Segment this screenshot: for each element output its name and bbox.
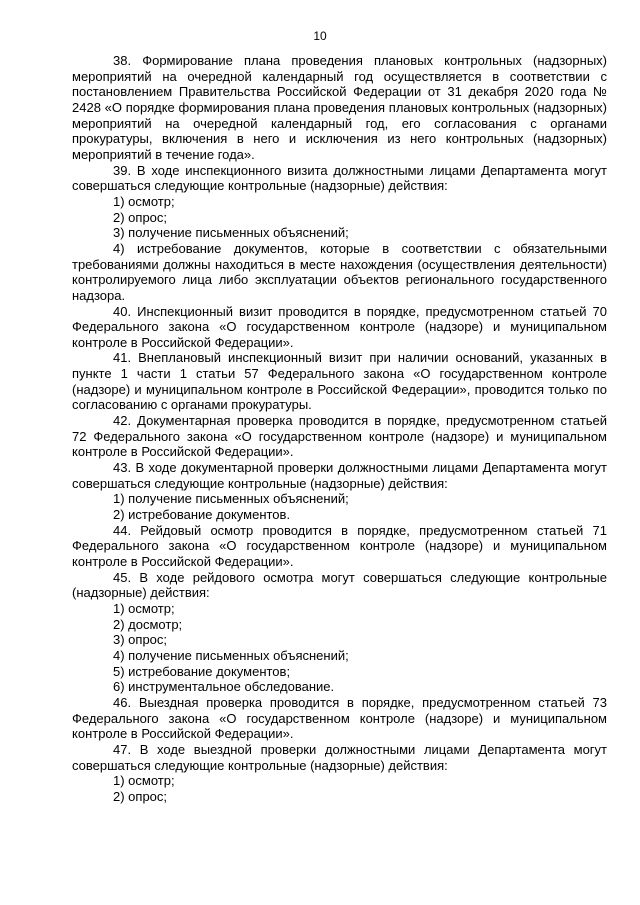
list-item: 2) истребование документов. — [113, 507, 291, 523]
body-text — [72, 53, 607, 805]
paragraph: 47. В ходе выездной проверки должностными лицами Департамента могут совершаться следующие контрольные (надзорные) действия: — [72, 741, 607, 773]
list-item: 2) опрос; — [113, 209, 168, 225]
paragraph: 43. В ходе документарной проверки должностными лицами Департамента могут совершаться следующие контрольные (надзорные) действия: — [72, 460, 607, 491]
list-item: 3) опрос; — [113, 632, 168, 648]
paragraph: 39. В ходе инспекционного визита должностными лицами Департамента могут совершаться следующие контрольные (надзорные) действия: — [72, 162, 607, 194]
paragraph: 45. В ходе рейдового осмотра могут совершаться следующие контрольные (надзорные) действия: — [72, 569, 607, 601]
list-item: 3) получение письменных объяснений; — [113, 225, 349, 241]
paragraph: 4) истребование документов, которые в соответствии с обязательными требованиями должны находиться в месте нахождения (осуществления деятельности) контролируемого лица либо эксплуатации объектов регионального государственного надзора. — [72, 240, 607, 303]
list-item: 1) осмотр; — [113, 773, 175, 789]
list-item: 6) инструментальное обследование. — [113, 679, 335, 695]
list-item: 2) досмотр; — [113, 616, 183, 632]
page-number: 10 — [313, 29, 327, 43]
paragraph: 38. Формирование плана проведения плановых контрольных (надзорных) мероприятий на очередной календарный год осуществляется в соответствии с постановлением Правительства Российской Федерации от 31 декабря 2020 года № 2428 «О порядке формирования плана проведения плановых контрольных (надзорных) мероприятий на очередной календарный год, его согласования с органами прокуратуры, включения в него и исключения из него контрольных (надзорных) мероприятий в течение года». — [72, 53, 607, 162]
paragraph: 40. Инспекционный визит проводится в порядке, предусмотренном статьей 70 Федерального закона «О государственном контроле (надзоре) и муниципальном контроле в Российской Федерации». — [72, 303, 607, 350]
list-item: 1) осмотр; — [113, 193, 175, 209]
list-item: 2) опрос; — [113, 788, 168, 804]
list-item: 4) получение письменных объяснений; — [113, 647, 349, 663]
paragraph: 44. Рейдовый осмотр проводится в порядке, предусмотренном статьей 71 Федерального закона «О государственном контроле (надзоре) и муниципальном контроле в Российской Федерации». — [72, 522, 607, 569]
paragraph: 41. Внеплановый инспекционный визит при наличии оснований, указанных в пункте 1 части 1 статьи 57 Федерального закона «О государственном контроле (надзоре) и муниципальном контроле в Российской Федерации», проводится только по согласованию с органами прокуратуры. — [72, 350, 607, 413]
list-item: 1) осмотр; — [113, 600, 175, 616]
paragraph: 42. Документарная проверка проводится в порядке, предусмотренном статьей 72 Федерального закона «О государственном контроле (надзоре) и муниципальном контроле в Российской Федерации». — [72, 413, 607, 460]
list-item: 1) получение письменных объяснений; — [113, 491, 349, 507]
paragraph: 46. Выездная проверка проводится в порядке, предусмотренном статьей 73 Федерального закона «О государственном контроле (надзоре) и муниципальном контроле в Российской Федерации». — [72, 694, 607, 742]
list-item: 5) истребование документов; — [113, 663, 291, 679]
